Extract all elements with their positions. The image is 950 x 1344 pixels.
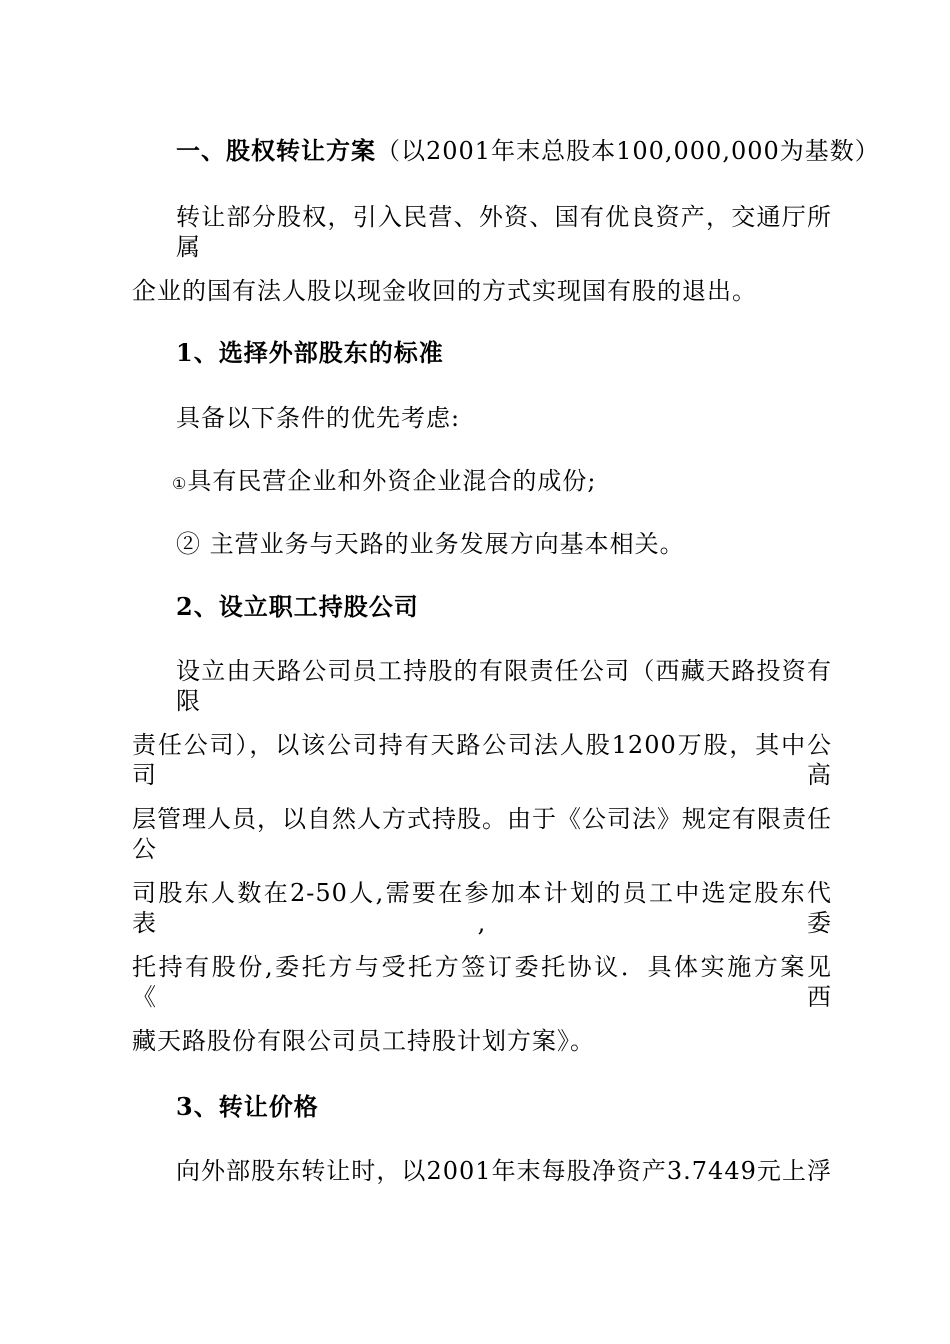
paragraph-line: 转让部分股权，引入民营、外资、国有优良资产，交通厅所属 bbox=[176, 203, 832, 261]
subsection-title: 2、设立职工持股公司 bbox=[176, 592, 419, 621]
paragraph-line: 具备以下条件的优先考虑: bbox=[176, 404, 461, 432]
paragraph-line: 司股东人数在2-50人,需要在参加本计划的员工中选定股东代表,委 bbox=[132, 879, 832, 937]
list-item-text: 具有民营企业和外资企业混合的成份; bbox=[187, 467, 597, 495]
heading-note-text: （以2001年末总股本100,000,000为基数） bbox=[376, 137, 880, 165]
paragraph-line: 层管理人员，以自然人方式持股。由于《公司法》规定有限责任公 bbox=[132, 805, 832, 863]
section-heading-equity-transfer bbox=[176, 136, 880, 166]
paragraph-line: 设立由天路公司员工持股的有限责任公司（西藏天路投资有限 bbox=[176, 657, 832, 715]
paragraph-line: 企业的国有法人股以现金收回的方式实现国有股的退出。 bbox=[132, 277, 757, 305]
paragraph-line: 责任公司），以该公司持有天路公司法人股1200万股，其中公司高 bbox=[132, 731, 832, 789]
list-item bbox=[172, 466, 828, 499]
subsection-title: 1、选择外部股东的标准 bbox=[176, 338, 444, 367]
subsection-title: 3、转让价格 bbox=[176, 1092, 319, 1121]
paragraph-line: 藏天路股份有限公司员工持股计划方案》。 bbox=[132, 1027, 595, 1055]
list-item: ② 主营业务与天路的业务发展方向基本相关。 bbox=[176, 530, 685, 558]
paragraph-line: 向外部股东转让时，以2001年末每股净资产3.7449元上浮 bbox=[176, 1157, 832, 1185]
heading-bold-text: 一、股权转让方案 bbox=[176, 136, 376, 165]
paragraph-line: 托持有股份,委托方与受托方签订委托协议．具体实施方案见《西 bbox=[132, 953, 832, 1011]
list-marker: ① bbox=[172, 474, 188, 493]
